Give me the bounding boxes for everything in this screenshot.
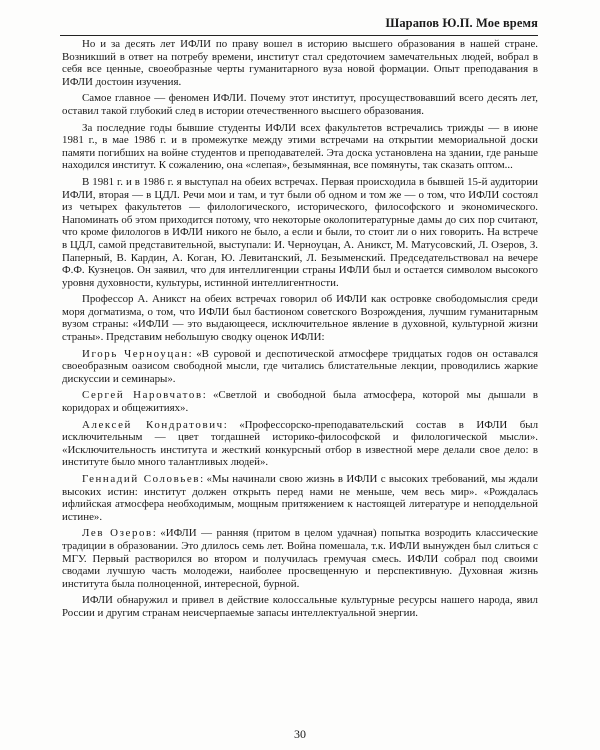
running-title: Шарапов Ю.П. Мое время [385, 16, 538, 30]
quote-speaker: Геннадий Соловьев [82, 473, 201, 485]
page-footer [0, 727, 600, 742]
running-header [60, 14, 538, 36]
page-body [62, 38, 538, 624]
page-number: 30 [294, 727, 306, 741]
quote-paragraph [62, 389, 538, 414]
paragraph: Профессор А. Аникст на обеих встречах говорил об ИФЛИ как островке свободомыслия среди моря догматизма, о том, что ИФЛИ был бастионом советского Возрождения, лучшим гуманитарным вузом страны: «ИФЛИ — это выдающееся, исключительное явление в духовной, культурной жизни страны». Представим небольшую сводку оценок ИФЛИ: [62, 293, 538, 344]
closing-paragraph: ИФЛИ обнаружил и привел в действие колоссальные культурные ресурсы нашего народа, явил России и другим странам неисчерпаемые запасы интеллектуальной энергии. [62, 594, 538, 619]
quote-paragraph [62, 527, 538, 590]
quote-speaker: Алексей Кондратович [82, 418, 224, 431]
quote-speaker: Лев Озеров [82, 527, 153, 540]
quote-paragraph [62, 419, 538, 469]
quote-text: : «Мы начинали свою жизнь в ИФЛИ с высоких требований, мы ждали высоких истин: институт должен открыть перед нами не меньше, чем весь мир». «Рождалась ифлийская атмосфера необходимым, мощным притяжением к настоящей литературе и неподдельной истине». [62, 473, 538, 523]
quote-text: : «Светлой и свободной была атмосфера, которой мы дышали в коридорах и общежитиях». [62, 389, 538, 415]
quote-text: : «ИФЛИ — ранняя (притом в целом удачная) попытка возродить классические традиции в образовании. Это длилось семь лет. Война помешала, т.к. ИФЛИ вынужден был слиться с МГУ. Первый растворился во втором и получилась гремучая смесь. ИФЛИ собрал под своими сводами лучшую часть молодежи, наиболее просвещенную и перспективную. Духовная жизнь института была полноценной, интересной, бурной. [62, 527, 539, 590]
quote-paragraph [62, 473, 538, 523]
quote-speaker: Игорь Черноуцан [82, 347, 189, 360]
paragraph: Самое главное — феномен ИФЛИ. Почему этот институт, просуществовавший всего десять лет, оставил такой глубокий след в истории отечественного высшего образования. [62, 92, 538, 117]
paragraph: За последние годы бывшие студенты ИФЛИ всех факультетов встречались трижды — в июне 1981 г., в мае 1986 г. и в промежутке между этими встречами на открытии мемориальной доски памяти погибших на войне студентов и преподавателей. Эта доска установлена на здании, где раньше находился институт. К сожалению, она «слепая», безымянная, все помянуты, так сказать оптом... [62, 121, 538, 172]
quote-paragraph [62, 348, 538, 386]
quote-text: : «В суровой и деспотической атмосфере тридцатых годов он оставался своеобразным оазисом свободной мысли, где читались блистательные лекции, проводились жаркие дискуссии и семинары». [62, 347, 538, 385]
quote-text: : «Профессорско-преподавательский состав в ИФЛИ был исключительным — цвет тогдашней историко-философской и филологической мысли». «Исключительность института и жесткий конкурсный отбор в известной мере делали свое дело: в институте было много талантливых людей». [62, 418, 538, 469]
quote-speaker: Сергей Наровчатов [82, 389, 203, 402]
paragraph: В 1981 г. и в 1986 г. я выступал на обеих встречах. Первая происходила в бывшей 15-й аудитории ИФЛИ, вторая — в ЦДЛ. Речи мои и там, и тут были об одном и том же — о том, что ИФЛИ состоял из четырех факультетов — филологического, исторического, философского и экономического. Напоминать об этом приходится потому, что некоторые околопитературные дамы до сих пор считают, что кроме филологов в ИФЛИ никого не было, а если и были, то стоит ли о них говорить. На встрече в ЦДЛ, самой представительной, выступали: И. Черноуцан, А. Аникст, М. Матусовский, Л. Озеров, З. Паперный, В. Кардин, А. Коган, Ю. Левитанский, Л. Безыменский. Председательствовал на вечере Ф.Ф. Кузнецов. Он заявил, что для интеллигенции страны ИФЛИ был и остается символом высокого уровня духовности, культуры, истинной интеллигентности. [62, 175, 538, 289]
paragraph: Но и за десять лет ИФЛИ по праву вошел в историю высшего образования в нашей стране. Возникший в ответ на потребу времени, институт стал средоточием замечательных людей, вобрал в себя все ценные, своеобразные черты гуманитарного вуза новой формации. Опыт преподавания в ИФЛИ достоин изучения. [62, 38, 538, 88]
